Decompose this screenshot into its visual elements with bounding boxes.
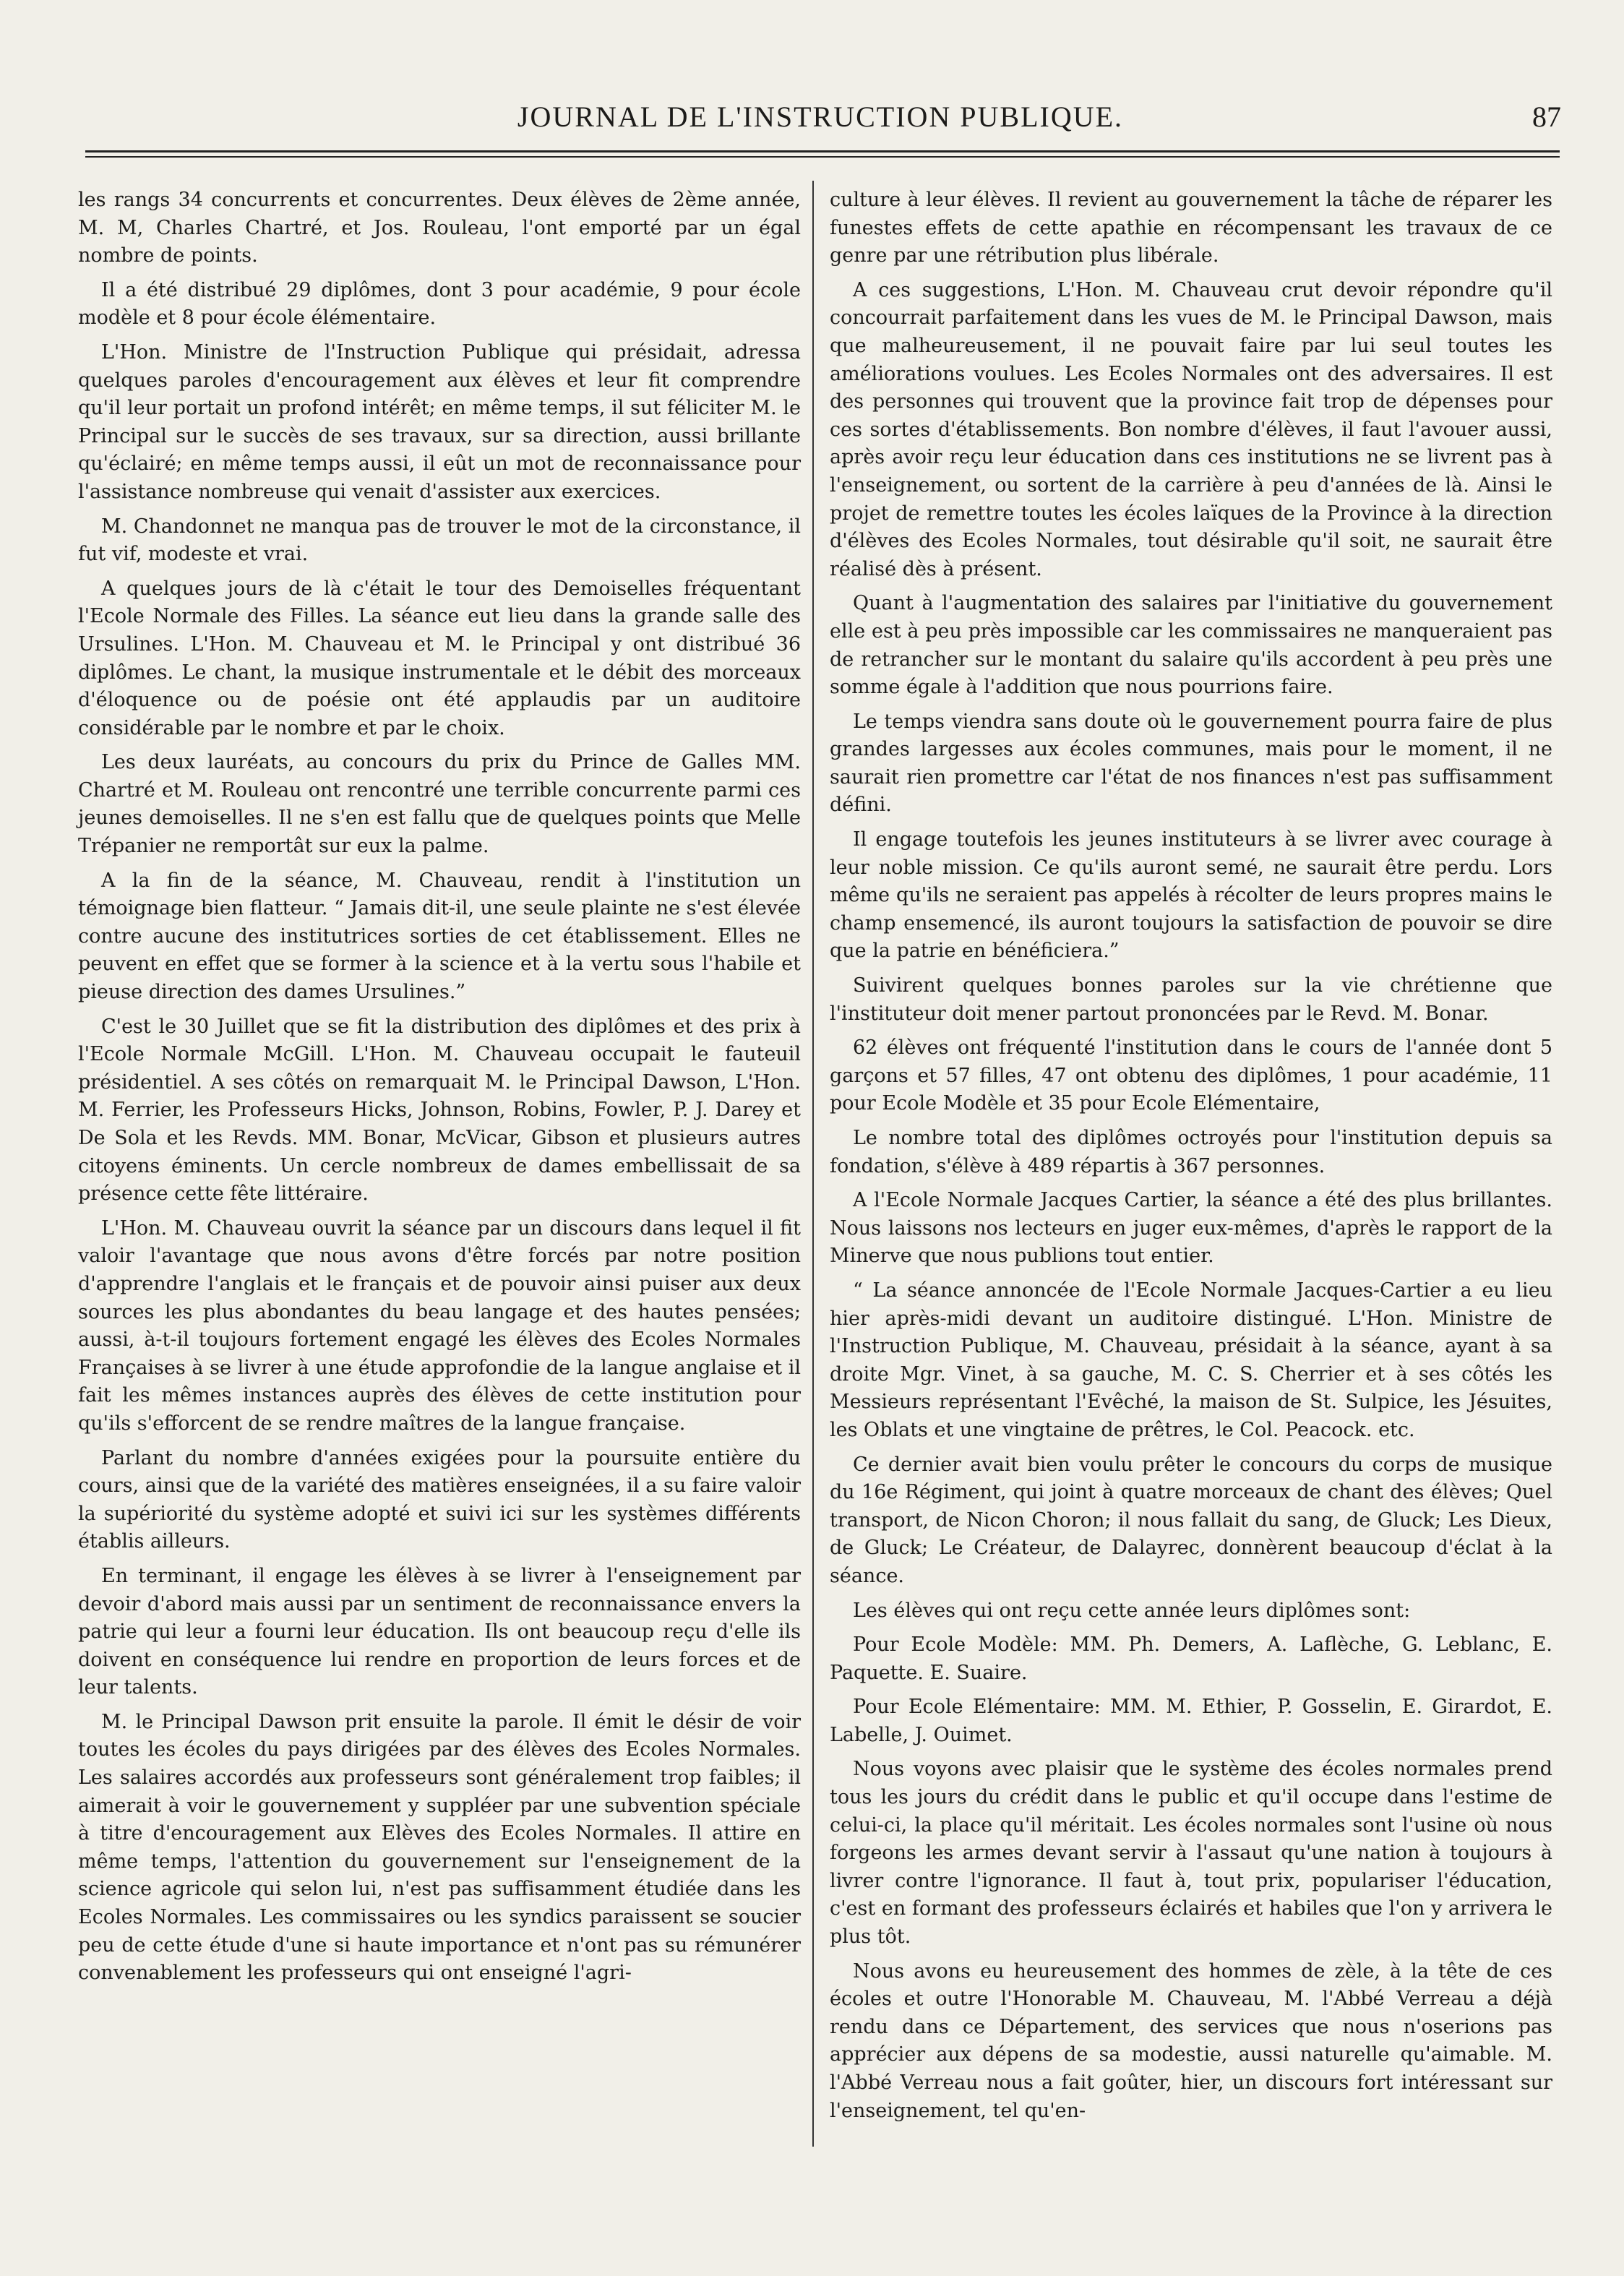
paragraph: Les deux lauréats, au concours du prix du Prince de Galles MM. Chartré et M. Rouleau ont rencontré une terrible concurrente parmi ces jeunes demoiselles. Il ne s'en est fallu que de quelques points que Melle Trépanier ne remportât sur eux la palme. xyxy=(78,751,801,858)
paragraph: Le temps viendra sans doute où le gouvernement pourra faire de plus grandes largesses aux écoles communes, mais pour le moment, il ne saurait rien promettre car l'état de nos finances n'est pas suffisamment défini. xyxy=(830,710,1552,817)
paragraph: 62 élèves ont fréquenté l'institution dans le cours de l'année dont 5 garçons et 57 filles, 47 ont obtenu des diplômes, 1 pour académie, 11 pour Ecole Modèle et 35 pour Ecole Elémentaire, xyxy=(830,1036,1552,1115)
header-rule xyxy=(85,150,1560,153)
paragraph: Ce dernier avait bien voulu prêter le concours du corps de musique du 16e Régiment, qui joint à quatre morceaux de chant des élèves; Quel transport, de Nicon Choron; il nous fallait du sang, de Gluck; Les Dieux, de Gluck; Le Créateur, de Dalayrec, donnèrent beaucoup d'éclat à la séance. xyxy=(830,1453,1552,1587)
paragraph: M. le Principal Dawson prit ensuite la parole. Il émit le désir de voir toutes les écoles du pays dirigées par des élèves des Ecoles Normales. Les salaires accordés aux professeurs sont généralement trop faibles; il aimerait à voir le gouvernement y suppléer par une subvention spéciale à titre d'encouragement aux Elèves des Ecoles Normales. Il attire en même temps, l'attention du gouvernement sur l'enseignement de la science agricole qui selon lui, n'est pas suffisamment étudiée dans les Ecoles Normales. Les commissaires ou les syndics paraissent se soucier peu de cette étude d'une si haute importance et n'ont pas su rémunérer convenablement les professeurs qui ont enseigné l'agri- xyxy=(78,1710,801,1985)
paragraph: Il a été distribué 29 diplômes, dont 3 pour académie, 9 pour école modèle et 8 pour école élémentaire. xyxy=(78,278,801,330)
page-header xyxy=(80,93,1561,143)
paragraph: A la fin de la séance, M. Chauveau, rendit à l'institution un témoignage bien flatteur. “ Jamais dit-il, une seule plainte ne s'est élevée contre aucune des institutrices sorties de cet établissement. Elles ne peuvent en effet que se former à la science et à la vertu sous l'habile et pieuse direction des dames Ursulines.” xyxy=(78,869,802,1004)
paragraph: L'Hon. Ministre de l'Instruction Publique qui présidait, adressa quelques paroles d'encouragement aux élèves et leur fit comprendre qu'il leur portait un profond intérêt; en même temps, il sut féliciter M. le Principal sur le succès de ses travaux, sur sa direction, aussi brillante qu'éclairé; en même temps aussi, il eût un mot de reconnaissance pour l'assistance nombreuse qui venait d'assister aux exercices. xyxy=(78,340,801,503)
paragraph: A ces suggestions, L'Hon. M. Chauveau crut devoir répondre qu'il concourrait parfaitement dans les vues de M. le Principal Dawson, mais que malheureusement, il ne pouvait faire par lui seul toutes les améliorations voulues. Les Ecoles Normales ont des adversaires. Il est des personnes qui trouvent que la province fait trop de dépenses pour ces sortes d'établissements. Bon nombre d'élèves, il faut l'avouer aussi, après avoir reçu leur éducation dans ces institutions ne se livrent pas à l'enseignement, ou sortent de la carrière à peu d'années de là. Ainsi le projet de remettre toutes les écoles laïques de la Province à la direction d'élèves des Ecoles Normales, tout désirable qu'il soit, ne saurait être réalisé dès à présent. xyxy=(830,278,1552,580)
paragraph: culture à leur élèves. Il revient au gouvernement la tâche de réparer les funestes effets de cette apathie en récompensant les travaux de ce genre par une rétribution plus libérale. xyxy=(830,189,1552,267)
paragraph: “ La séance annoncée de l'Ecole Normale Jacques-Cartier a eu lieu hier après-midi devant un auditoire distingué. L'Hon. Ministre de l'Instruction Publique, M. Chauveau, présidait à la séance, ayant à sa droite Mgr. Vinet, à sa gauche, M. C. S. Cherrier et à ses côtés les Messieurs représentant l'Evêché, la maison de St. Sulpice, les Jésuites, les Oblats et une vingtaine de prêtres, le Col. Peacock. etc. xyxy=(830,1279,1552,1441)
paragraph: Nous avons eu heureusement des hommes de zèle, à la tête de ces écoles et outre l'Honorable M. Chauveau, M. l'Abbé Verreau a déjà rendu dans ce Département, des services que nous n'oserions pas apprécier aux dépens de sa modestie, aussi naturelle qu'aimable. M. l'Abbé Verreau nous a fait goûter, hier, un discours fort intéressant sur l'enseignement, tel qu'en- xyxy=(830,1959,1552,2122)
paragraph: Pour Ecole Elémentaire: MM. M. Ethier, P. Gosselin, E. Girardot, E. Labelle, J. Ouimet. xyxy=(830,1696,1552,1746)
paragraph: Le nombre total des diplômes octroyés pour l'institution depuis sa fondation, s'élève à 489 répartis à 367 personnes. xyxy=(830,1127,1552,1177)
left-column xyxy=(78,186,801,1994)
page-number: 87 xyxy=(1532,100,1561,133)
paragraph: M. Chandonnet ne manqua pas de trouver le mot de la circonstance, il fut vif, modeste et vrai. xyxy=(78,515,801,566)
paragraph: En terminant, il engage les élèves à se livrer à l'enseignement par devoir d'abord mais aussi par un sentiment de reconnaissance envers la patrie qui leur a fourni leur éducation. Ils ont beaucoup reçu d'elle ils doivent en conséquence lui rendre en proportion de leurs forces et de leur talents. xyxy=(78,1564,801,1699)
paragraph: Quant à l'augmentation des salaires par l'initiative du gouvernement elle est à peu près impossible car les commissaires ne manqueraient pas de retrancher sur le montant du salaire qu'ils accordent à peu près une somme égale à l'addition que nous pourrions faire. xyxy=(830,592,1552,699)
header-rule-secondary xyxy=(85,156,1560,158)
paragraph: Il engage toutefois les jeunes instituteurs à se livrer avec courage à leur noble mission. Ce qu'ils auront semé, ne saurait être perdu. Lors même qu'ils ne seraient pas appelés à récolter de leurs propres mains le champ ensemencé, ils auront toujours la satisfaction de pouvoir se dire que la patrie en bénéficiera.” xyxy=(830,828,1552,963)
right-column xyxy=(830,186,1552,2131)
paragraph: Nous voyons avec plaisir que le système des écoles normales prend tous les jours du crédit dans le public et qu'il occupe dans l'estime de celui-ci, la place qu'il méritait. Les écoles normales sont l'usine où nous forgeons les armes devant servir à l'assaut qu'une nation à toujours à livrer contre l'ignorance. Il faut à, tout prix, populariser l'éducation, c'est en formant des professeurs éclairés et habiles que l'on y arrivera le plus tôt. xyxy=(830,1758,1552,1949)
column-divider xyxy=(812,181,814,2147)
paragraph: L'Hon. M. Chauveau ouvrit la séance par un discours dans lequel il fit valoir l'avantage que nous avons d'être forcés par notre position d'apprendre l'anglais et le français et de pouvoir ainsi puiser aux deux sources les plus abondantes du beau langage et des hautes pensées; aussi, à-t-il toujours fortement engagé les élèves des Ecoles Normales Françaises à se livrer à une étude approfondie de la langue anglaise et il fait les mêmes instances auprès des élèves de cette institution pour qu'ils s'efforcent de se rendre maîtres de la langue française. xyxy=(78,1216,801,1435)
paragraph: Les élèves qui ont reçu cette année leurs diplômes sont: xyxy=(853,1599,1411,1622)
paragraph: Suivirent quelques bonnes paroles sur la vie chrétienne que l'instituteur doit mener partout prononcées par le Revd. M. Bonar. xyxy=(830,974,1552,1025)
paragraph: C'est le 30 Juillet que se fit la distribution des diplômes et des prix à l'Ecole Normale McGill. L'Hon. M. Chauveau occupait le fauteuil présidentiel. A ses côtés on remarquait M. le Principal Dawson, L'Hon. M. Ferrier, les Professeurs Hicks, Johnson, Robins, Fowler, P. J. Darey et De Sola et les Revds. MM. Bonar, McVicar, Gibson et plusieurs autres citoyens éminents. Un cercle nombreux de dames embellissait de sa présence cette fête littéraire. xyxy=(78,1015,801,1206)
paragraph: A l'Ecole Normale Jacques Cartier, la séance a été des plus brillantes. Nous laissons nos lecteurs en juger eux-mêmes, d'après le rapport de la Minerve que nous publions tout entier. xyxy=(830,1189,1552,1268)
paragraph: Pour Ecole Modèle: MM. Ph. Demers, A. Laflèche, G. Leblanc, E. Paquette. E. Suaire. xyxy=(830,1633,1552,1684)
paragraph: A quelques jours de là c'était le tour des Demoiselles fréquentant l'Ecole Normale des Filles. La séance eut lieu dans la grande salle des Ursulines. L'Hon. M. Chauveau et M. le Principal y ont distribué 36 diplômes. Le chant, la musique instrumentale et le débit des morceaux d'éloquence ou de poésie ont été applaudis par un auditoire considérable par le nombre et par le choix. xyxy=(78,577,801,739)
paragraph: Parlant du nombre d'années exigées pour la poursuite entière du cours, ainsi que de la variété des matières enseignées, il a su faire valoir la supériorité du système adopté et suivi ici sur les systèmes différents établis ailleurs. xyxy=(78,1446,801,1553)
paragraph: les rangs 34 concurrents et concurrentes. Deux élèves de 2ème année, M. M, Charles Chartré, et Jos. Rouleau, l'ont emporté par un égal nombre de points. xyxy=(78,189,801,267)
running-title: JOURNAL DE L'INSTRUCTION PUBLIQUE. xyxy=(517,100,1124,133)
